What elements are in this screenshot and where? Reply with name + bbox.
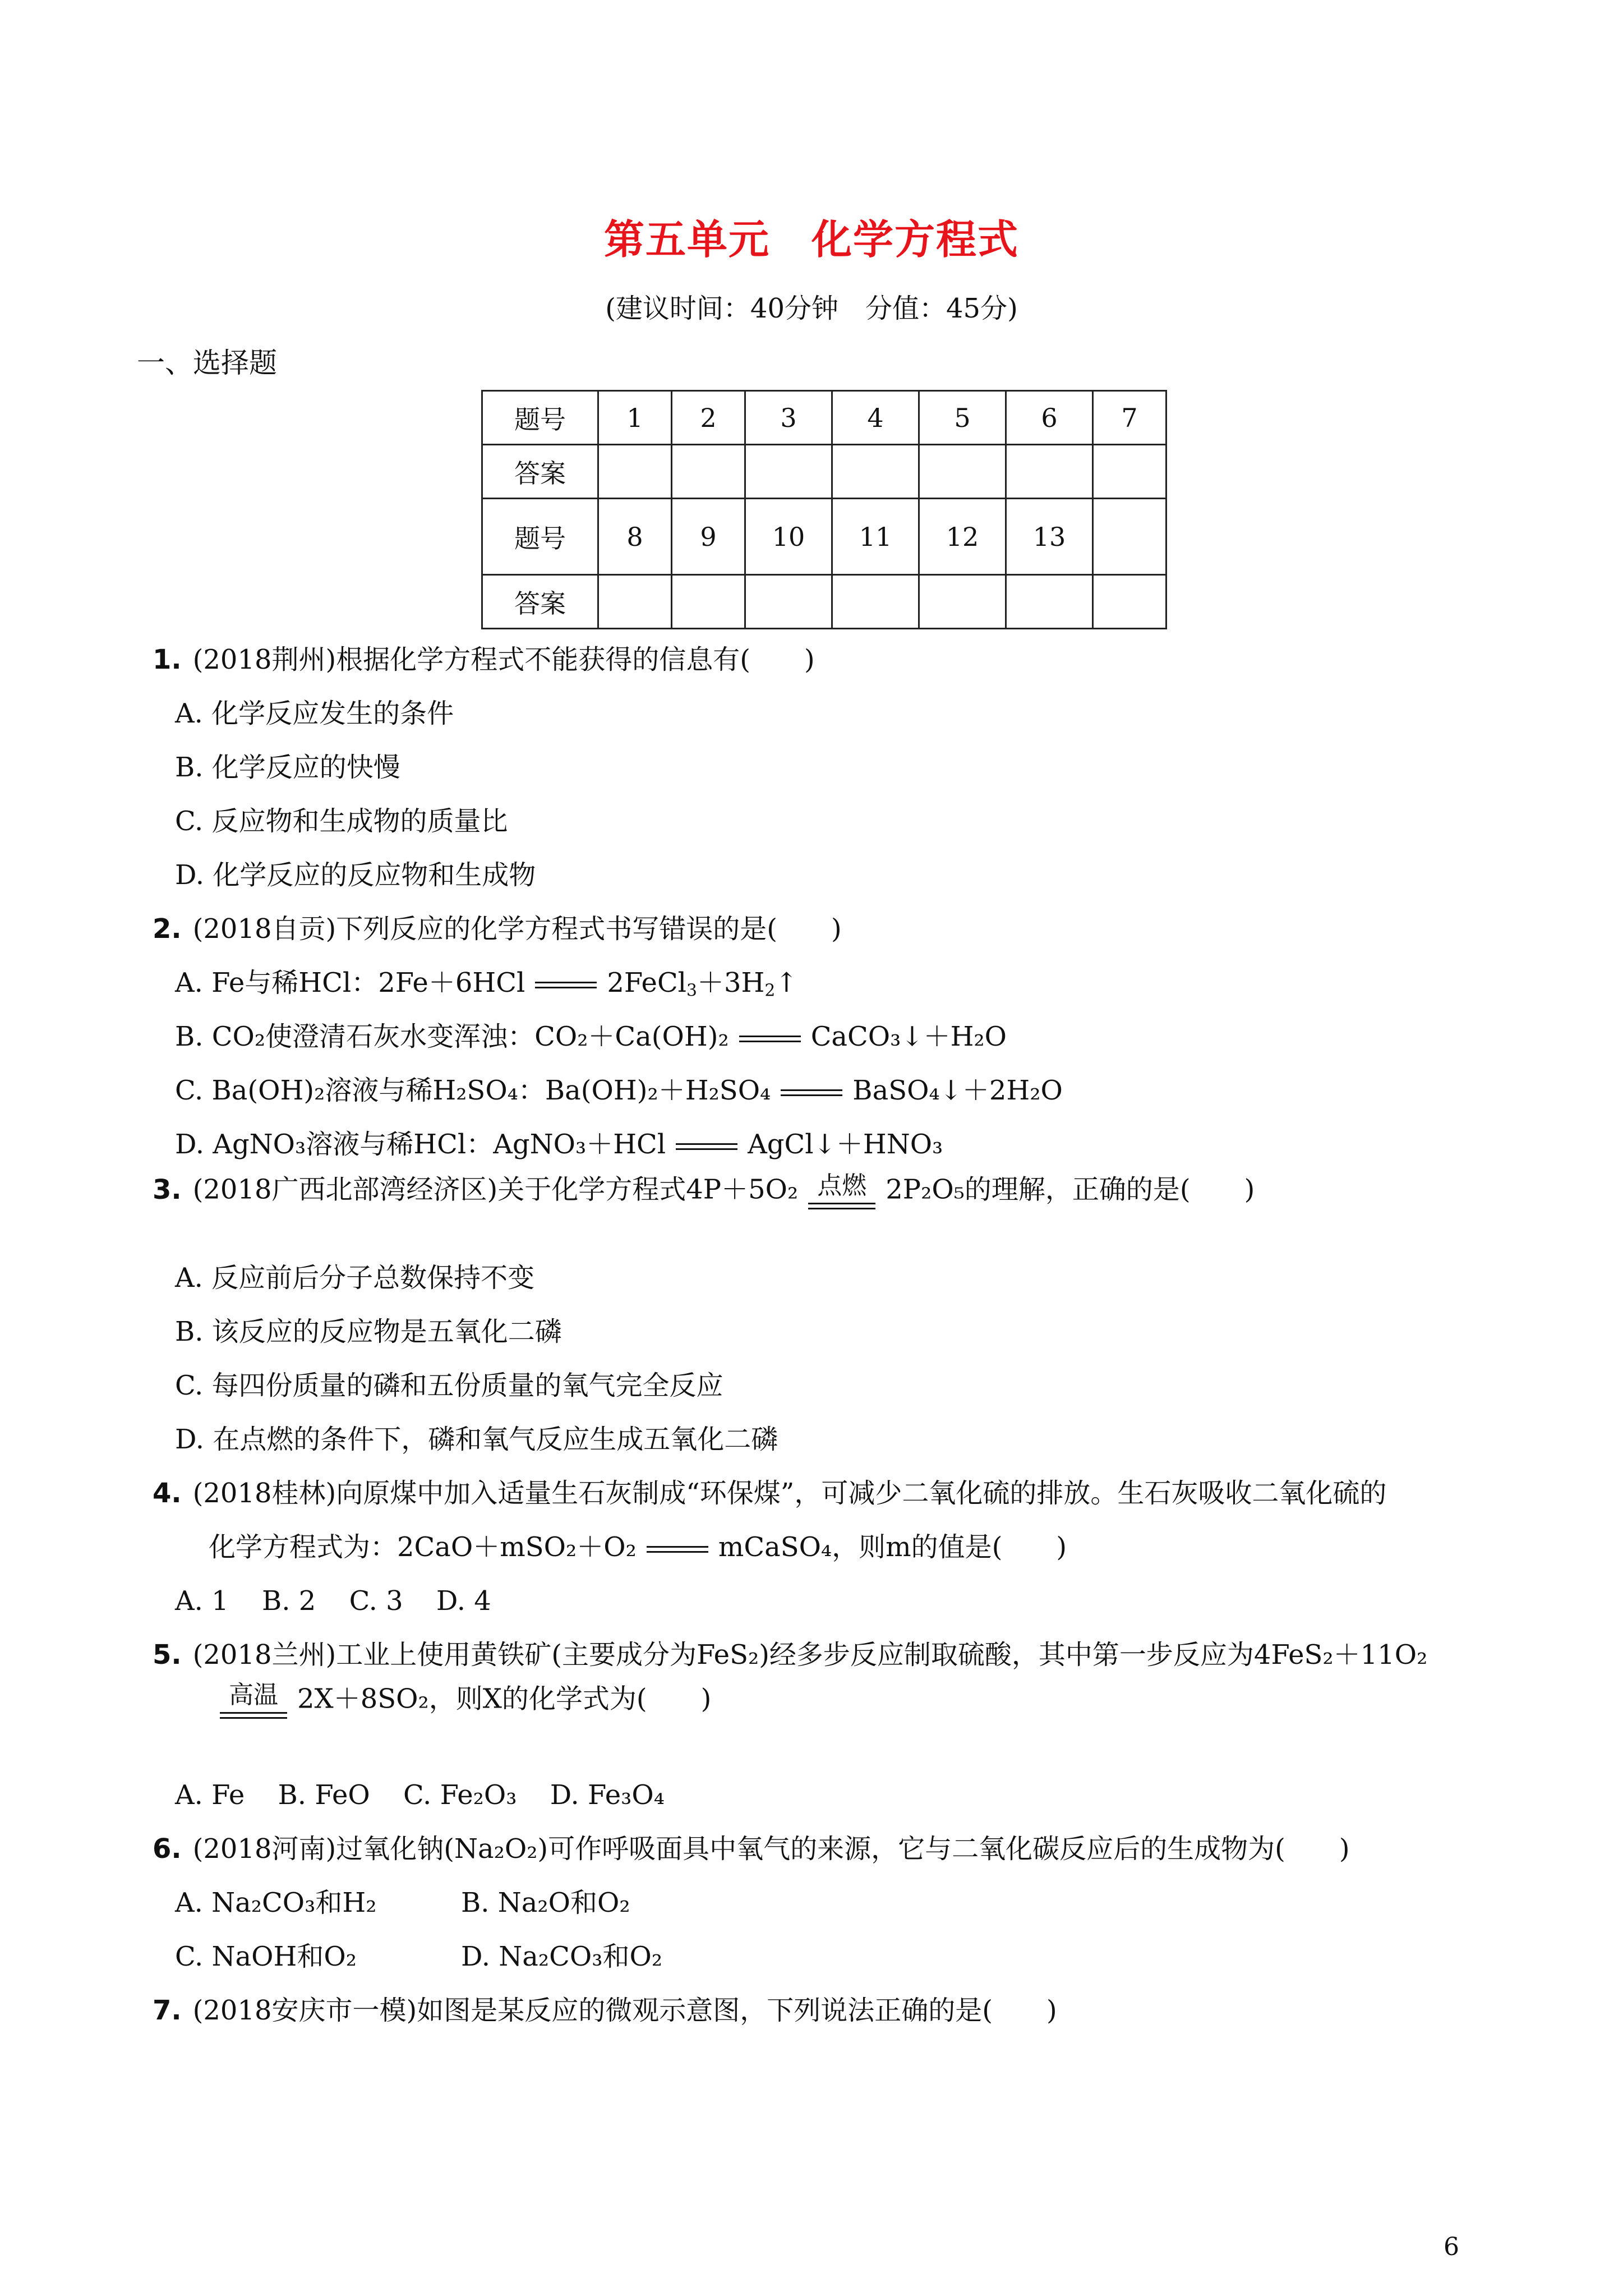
question-6-stem <box>153 1833 1350 1866</box>
equals-sign <box>739 1036 801 1042</box>
equation-left: 化学方程式为：2CaO＋mSO₂＋O₂ <box>209 1531 637 1563</box>
question-3-stem <box>153 1171 1255 1209</box>
answer-cell[interactable] <box>832 445 919 499</box>
q2-option-b <box>175 1021 1007 1053</box>
table-cell: 题号 <box>482 391 598 445</box>
gas-arrow: ↑ <box>775 967 798 999</box>
table-row <box>482 575 1166 629</box>
answer-table <box>481 390 1167 629</box>
answer-cell[interactable] <box>1093 575 1166 629</box>
q5-option-d: D. Fe₃O₄ <box>550 1779 665 1811</box>
table-cell: 2 <box>672 391 745 445</box>
question-1-stem <box>153 644 815 677</box>
table-row <box>482 445 1166 499</box>
equation-left: D. AgNO₃溶液与稀HCl：AgNO₃＋HCl <box>175 1129 666 1160</box>
q1-option-a: A. 化学反应发生的条件 <box>175 698 454 729</box>
q1-option-d: D. 化学反应的反应物和生成物 <box>175 859 536 891</box>
equation-right: CaCO₃↓＋H₂O <box>810 1021 1007 1052</box>
q4-option-c: C. 3 <box>349 1585 403 1617</box>
table-cell: 9 <box>672 499 745 575</box>
question-2-stem <box>153 913 842 946</box>
table-row <box>482 499 1166 575</box>
question-text: (2018自贡)下列反应的化学方程式书写错误的是( ) <box>192 913 842 945</box>
question-text: (2018桂林)向原煤中加入适量生石灰制成“环保煤”，可减少二氧化硫的排放。生石灰吸收二氧化硫的 <box>192 1478 1387 1509</box>
q1-option-c: C. 反应物和生成物的质量比 <box>175 806 508 837</box>
question-text: (2018广西北部湾经济区)关于化学方程式4P＋5O₂ <box>192 1174 799 1205</box>
table-cell: 12 <box>919 499 1006 575</box>
answer-cell[interactable] <box>598 575 672 629</box>
equation-right: BaSO₄↓＋2H₂O <box>852 1075 1063 1106</box>
table-cell: 答案 <box>482 445 598 499</box>
question-text: (2018安庆市一模)如图是某反应的微观示意图，下列说法正确的是( ) <box>192 1995 1057 2026</box>
q3-option-d: D. 在点燃的条件下，磷和氧气反应生成五氧化二磷 <box>175 1424 778 1455</box>
q2-option-c <box>175 1075 1063 1107</box>
reaction-condition <box>220 1683 287 1719</box>
equation-right: 2FeCl <box>607 967 687 999</box>
answer-cell[interactable] <box>598 445 672 499</box>
equals-sign <box>781 1089 842 1096</box>
table-cell: 5 <box>919 391 1006 445</box>
q4-option-a: A. 1 <box>175 1585 229 1617</box>
question-number: 4. <box>153 1478 182 1509</box>
subscript: 3 <box>686 981 697 1001</box>
question-number: 6. <box>153 1833 182 1865</box>
equation-left: A. Fe与稀HCl：2Fe＋6HCl <box>175 967 525 999</box>
q1-option-b: B. 化学反应的快慢 <box>175 752 400 783</box>
time-and-score: (建议时间：40分钟 分值：45分) <box>605 293 1018 324</box>
reaction-condition <box>808 1171 875 1209</box>
answer-cell[interactable] <box>832 575 919 629</box>
q3-option-c: C. 每四份质量的磷和五份质量的氧气完全反应 <box>175 1370 723 1401</box>
subscript: 2 <box>764 981 776 1001</box>
answer-cell[interactable] <box>672 445 745 499</box>
table-cell: 8 <box>598 499 672 575</box>
table-cell: 10 <box>745 499 832 575</box>
q6-option-b: B. Na₂O和O₂ <box>461 1887 630 1918</box>
answer-cell[interactable] <box>919 445 1006 499</box>
question-4-stem-cont <box>209 1531 1067 1564</box>
condition-label: 高温 <box>229 1681 278 1709</box>
answer-cell[interactable] <box>1006 575 1093 629</box>
equation-left: B. CO₂使澄清石灰水变浑浊：CO₂＋Ca(OH)₂ <box>175 1021 729 1052</box>
question-text: (2018河南)过氧化钠(Na₂O₂)可作呼吸面具中氧气的来源，它与二氧化碳反应后的生成物为( ) <box>192 1833 1350 1865</box>
q4-option-d: D. 4 <box>436 1585 491 1617</box>
condition-label: 点燃 <box>817 1171 867 1200</box>
question-number: 7. <box>153 1995 182 2026</box>
page-number: 6 <box>1444 2233 1459 2261</box>
answer-cell[interactable] <box>745 575 832 629</box>
question-number: 3. <box>153 1174 182 1205</box>
q5-option-b: B. FeO <box>278 1779 370 1811</box>
q6-option-d: D. Na₂CO₃和O₂ <box>461 1941 663 1972</box>
answer-cell[interactable] <box>919 575 1006 629</box>
question-5-stem-cont <box>220 1683 711 1719</box>
question-number: 2. <box>153 913 182 945</box>
table-cell: 11 <box>832 499 919 575</box>
table-cell: 7 <box>1093 391 1166 445</box>
table-cell: 6 <box>1006 391 1093 445</box>
q4-options <box>175 1585 491 1618</box>
q2-option-a <box>175 967 798 1000</box>
answer-cell[interactable] <box>672 575 745 629</box>
answer-cell[interactable] <box>1093 445 1166 499</box>
equals-sign <box>647 1546 708 1553</box>
q5-options <box>175 1779 665 1812</box>
question-text: (2018兰州)工业上使用黄铁矿(主要成分为FeS₂)经多步反应制取硫酸，其中第一步反应为4FeS₂＋11O₂ <box>192 1639 1428 1671</box>
question-number: 5. <box>153 1639 182 1671</box>
table-cell: 1 <box>598 391 672 445</box>
question-7-stem <box>153 1995 1057 2027</box>
q5-option-c: C. Fe₂O₃ <box>403 1779 517 1811</box>
table-cell: 4 <box>832 391 919 445</box>
q6-option-c: C. NaOH和O₂ <box>175 1941 357 1972</box>
table-cell: 3 <box>745 391 832 445</box>
equals-sign <box>535 982 597 988</box>
question-4-stem <box>153 1478 1386 1510</box>
q4-option-b: B. 2 <box>261 1585 316 1617</box>
equation-left: C. Ba(OH)₂溶液与稀H₂SO₄：Ba(OH)₂＋H₂SO₄ <box>175 1075 771 1106</box>
table-cell: 题号 <box>482 499 598 575</box>
equals-sign <box>220 1712 287 1719</box>
equation-right: ＋3H <box>697 967 765 999</box>
q3-option-a: A. 反应前后分子总数保持不变 <box>175 1262 535 1294</box>
question-text: 2P₂O₅的理解，正确的是( ) <box>886 1174 1255 1205</box>
q3-option-b: B. 该反应的反应物是五氧化二磷 <box>175 1316 562 1347</box>
question-text: (2018荆州)根据化学方程式不能获得的信息有( ) <box>192 644 815 675</box>
table-row <box>482 391 1166 445</box>
question-text: 2X＋8SO₂，则X的化学式为( ) <box>297 1683 712 1715</box>
question-5-stem <box>153 1639 1427 1672</box>
equals-sign <box>808 1203 875 1209</box>
equation-right: AgCl↓＋HNO₃ <box>748 1129 943 1160</box>
answer-cell[interactable] <box>1006 445 1093 499</box>
equation-right: mCaSO₄，则m的值是( ) <box>718 1531 1067 1563</box>
q5-option-a: A. Fe <box>175 1779 245 1811</box>
page-title: 第五单元 化学方程式 <box>603 215 1019 263</box>
answer-cell[interactable] <box>745 445 832 499</box>
table-cell <box>1093 499 1166 575</box>
table-cell: 答案 <box>482 575 598 629</box>
question-number: 1. <box>153 644 182 675</box>
table-cell: 13 <box>1006 499 1093 575</box>
equals-sign <box>676 1143 737 1150</box>
q2-option-d <box>175 1129 943 1161</box>
section-heading: 一、选择题 <box>137 347 277 379</box>
q6-option-a: A. Na₂CO₃和H₂ <box>175 1887 377 1918</box>
